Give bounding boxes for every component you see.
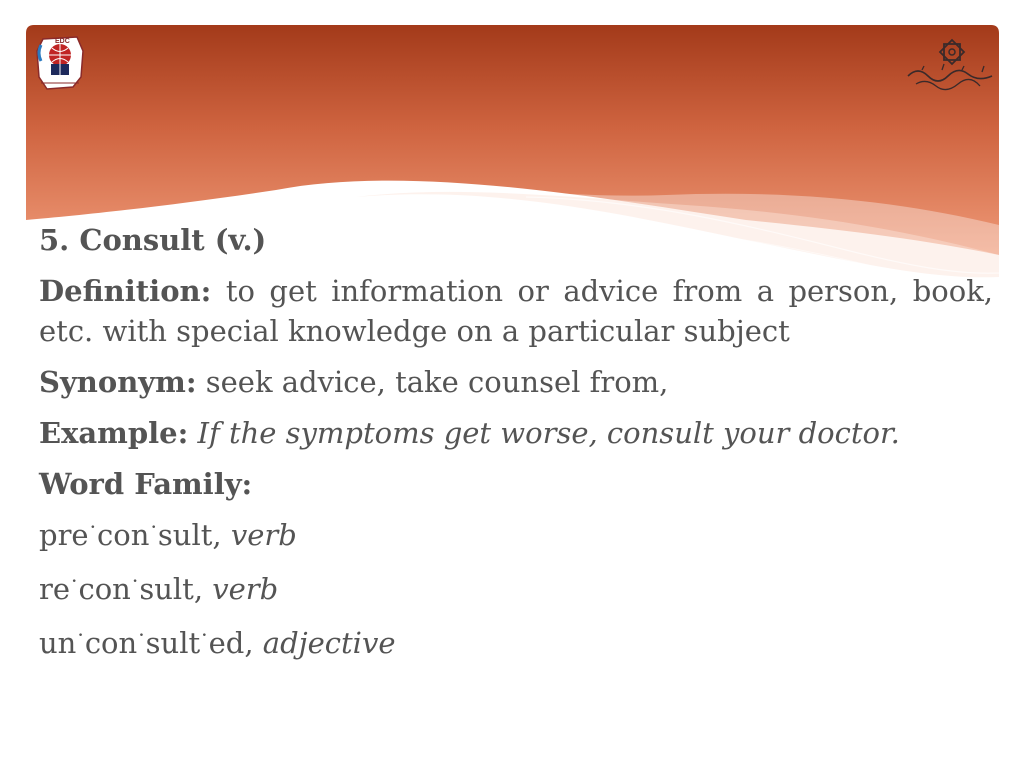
syllable: re xyxy=(39,572,71,606)
word-heading: 5. Consult (v.) xyxy=(39,223,267,257)
syllable: con xyxy=(78,572,131,606)
word-family-item xyxy=(39,569,993,612)
word-family-item xyxy=(39,515,993,558)
syllable: sult xyxy=(145,626,201,660)
word-family-list xyxy=(39,515,993,666)
part-of-speech: verb xyxy=(212,572,279,606)
syllable-dot: · xyxy=(77,622,84,647)
syllable-dot: · xyxy=(150,514,157,539)
separator: , xyxy=(212,518,231,552)
example-label: Example: xyxy=(39,416,189,450)
syllable-dot: · xyxy=(138,622,145,647)
synonym-paragraph xyxy=(39,362,993,402)
syllable-dot: · xyxy=(89,514,97,539)
university-emblem xyxy=(902,36,998,98)
syllable-dot: · xyxy=(71,568,78,593)
word-family-label: Word Family: xyxy=(39,467,253,501)
example-paragraph xyxy=(39,413,993,453)
syllable: con xyxy=(97,518,150,552)
synonym-text: seek advice, take counsel from, xyxy=(205,365,669,399)
syllable: pre xyxy=(39,518,89,552)
part-of-speech: adjective xyxy=(262,626,396,660)
definition-text: to get information or advice from a person, book, etc. with special knowledge on a particular subject xyxy=(39,274,993,348)
syllable: sult xyxy=(139,572,194,606)
example-text: If the symptoms get worse, consult your doctor. xyxy=(197,416,900,450)
slide-content xyxy=(39,220,993,677)
syllable: ed xyxy=(208,626,245,660)
word-family-item xyxy=(39,623,993,666)
syllable: sult xyxy=(157,518,213,552)
part-of-speech: verb xyxy=(230,518,297,552)
definition-paragraph xyxy=(39,271,993,351)
svg-text:EDC: EDC xyxy=(55,38,70,45)
syllable: un xyxy=(39,626,77,660)
separator: , xyxy=(193,572,213,606)
definition-label: Definition: xyxy=(39,274,212,308)
syllable-dot: · xyxy=(131,568,139,593)
synonym-label: Synonym: xyxy=(39,365,197,399)
separator: , xyxy=(244,626,263,660)
syllable-dot: · xyxy=(201,622,208,647)
edc-logo xyxy=(33,33,87,95)
syllable: con xyxy=(84,626,138,660)
